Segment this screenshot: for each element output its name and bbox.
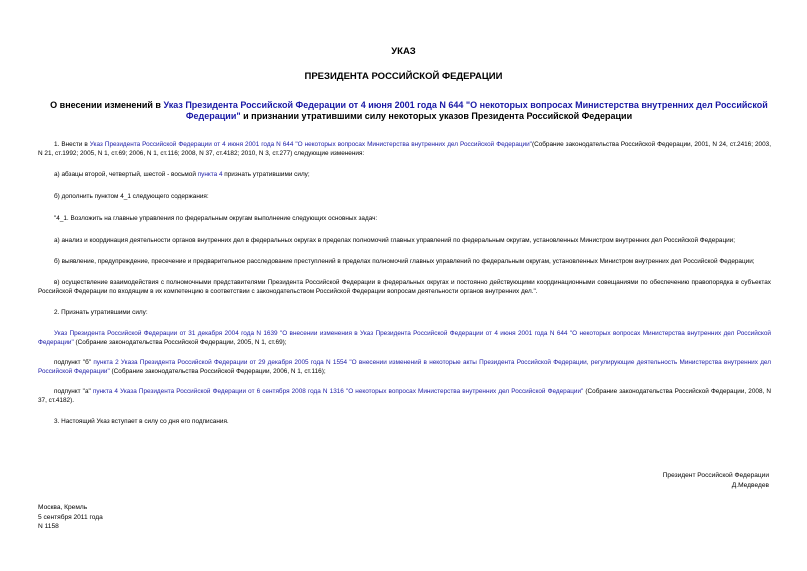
paragraph-5: а) анализ и координация деятельности органов внутренних дел в федеральных округах в пределах полномочий главных управлений по федеральным округам, установленных Министром внутренних дел Российской Федерации; xyxy=(54,237,736,244)
paragraph-2 xyxy=(38,170,771,179)
p1-text-1: 1. Внести в xyxy=(54,141,90,148)
p9-link[interactable]: Указ Президента Российской Федерации от 31 декабря 2004 года N 1639 "О внесении изменения в Указ Президента Российской Федерации от 4 июня 2001 года N 644 "О некоторых вопросах Министерства внутренних дел Российской Федерации" xyxy=(38,330,771,346)
paragraph-1 xyxy=(38,140,771,158)
signatory-title: Президент Российской Федерации xyxy=(662,472,769,479)
paragraph-8: 2. Признать утратившими силу: xyxy=(54,309,148,316)
paragraph-9 xyxy=(38,329,771,347)
p2-text-2: признать утратившими силу; xyxy=(222,171,310,178)
signing-place: Москва, Кремль xyxy=(38,504,88,511)
p10-text-2: (Собрание законодательства Российской Федерации, 2006, N 1, ст.116); xyxy=(109,368,326,375)
title-text-1: О внесении изменений в xyxy=(50,100,164,110)
p1-link[interactable]: Указ Президента Российской Федерации от 4 июня 2001 года N 644 "О некоторых вопросах Министерства внутренних дел Российской Федерации" xyxy=(89,141,532,148)
signature-block xyxy=(663,471,769,490)
place-date-block xyxy=(38,503,103,532)
title-link[interactable]: Указ Президента Российской Федерации от 4 июня 2001 года N 644 "О некоторых вопросах Министерства внутренних дел Российской Федерации" xyxy=(163,100,768,121)
p2-link[interactable]: пункта 4 xyxy=(197,171,223,178)
document-title xyxy=(40,100,778,122)
signatory-name: Д.Медведев xyxy=(731,481,769,489)
p10-text-1: подпункт "б" xyxy=(54,359,94,366)
p1-text-2: (Собрание законодательства Российской Федерации, 2001, N 24, ст.2416; 2003, N 21, ст.1992; 2005, N 1, ст.69; 2006, N 1, ст.116; 2008, N 37, ст.4182; 2010, N 3, ст.277) следующие изменения: xyxy=(38,141,771,157)
issuer-heading: ПРЕЗИДЕНТА РОССИЙСКОЙ ФЕДЕРАЦИИ xyxy=(304,71,503,82)
p11-text-1: подпункт "а" xyxy=(54,388,93,395)
p11-link[interactable]: пункта 4 Указа Президента Российской Федерации от 6 сентября 2008 года N 1316 "О некоторых вопросах Министерства внутренних дел Российской Федерации" xyxy=(92,388,584,395)
paragraph-3: б) дополнить пунктом 4_1 следующего содержания: xyxy=(54,193,209,200)
paragraph-10 xyxy=(38,358,771,376)
signing-date: 5 сентября 2011 года xyxy=(38,513,103,521)
p11-text-2: (Собрание законодательства Российской Федерации, 2008, N 37, ст.4182). xyxy=(38,388,771,404)
paragraph-6: б) выявление, предупреждение, пресечение и предварительное расследование преступлений в пределах полномочий главных управлений по федеральным округам, установленных Министром внутренних дел Российской Федерации; xyxy=(54,258,755,265)
paragraph-12: 3. Настоящий Указ вступает в силу со дня его подписания. xyxy=(54,418,229,425)
paragraph-11 xyxy=(38,387,771,405)
doc-type-heading: УКАЗ xyxy=(391,46,416,57)
title-text-2: и признании утратившими силу некоторых указов Президента Российской Федерации xyxy=(240,111,633,121)
p2-text-1: а) абзацы второй, четвертый, шестой - восьмой xyxy=(54,171,198,178)
p10-link[interactable]: пункта 2 Указа Президента Российской Федерации от 29 декабря 2005 года N 1554 "О внесении изменений в некоторые акты Президента Российской Федерации, регулирующие деятельность Министерства внутренних дел Российской Федерации" xyxy=(38,359,771,375)
paragraph-7: в) осуществление взаимодействия с полномочными представителями Президента Российской Федерации в федеральных округах и постоянно действующими координационными совещаниями по обеспечению правопорядка в субъектах Российской Федерации по входящим в их компетенцию в соответствии с законодательством Российской Федерации вопросам деятельности органов внутренних дел.". xyxy=(38,279,771,295)
decree-number: N 1158 xyxy=(38,523,59,530)
p9-text-2: (Собрание законодательства Российской Федерации, 2005, N 1, ст.69); xyxy=(73,339,287,346)
document-body xyxy=(38,140,771,426)
paragraph-4: "4_1. Возложить на главные управления по федеральным округам выполнение следующих основных задач: xyxy=(54,215,378,222)
